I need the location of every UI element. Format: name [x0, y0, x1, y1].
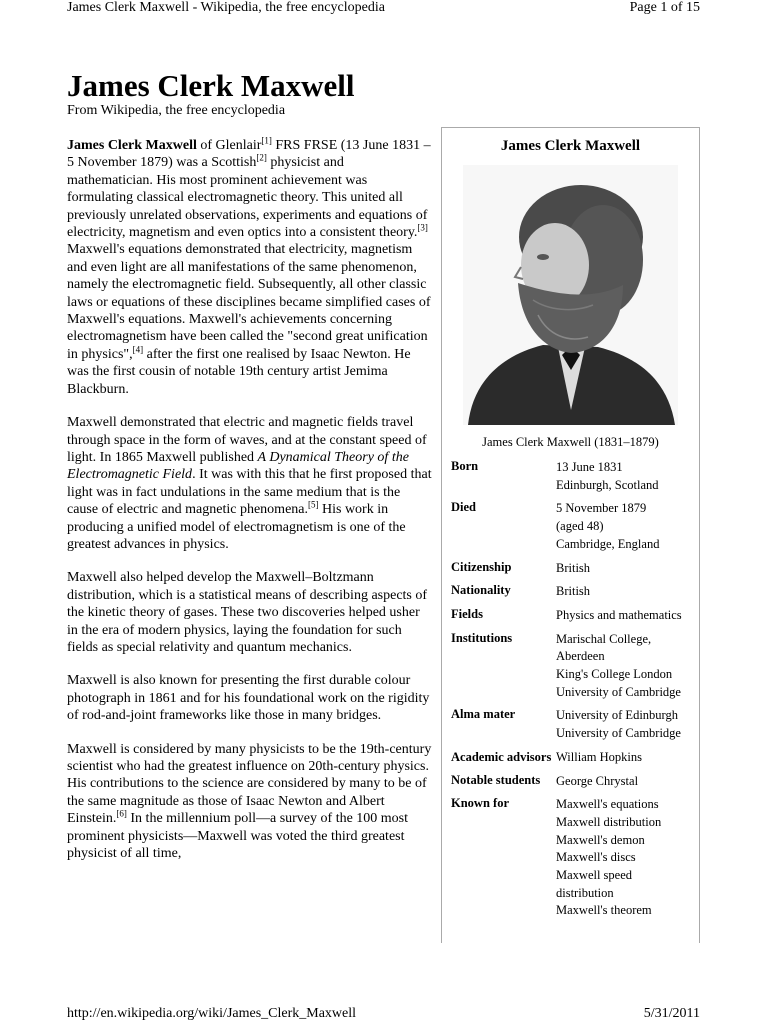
ref-link-1[interactable]: [1]: [261, 135, 272, 146]
infobox-value: [556, 707, 696, 748]
value-line-link[interactable]: King's College London: [556, 667, 673, 682]
article-subtitle: From Wikipedia, the free encyclopedia: [67, 103, 286, 118]
value-line-link[interactable]: Maxwell's demon: [556, 832, 645, 847]
infobox-value: [556, 796, 696, 926]
value-line-link[interactable]: British: [556, 584, 591, 599]
infobox-label: Alma mater: [451, 707, 516, 722]
value-line-link[interactable]: Edinburgh, Scotland: [556, 477, 659, 492]
ref-link-2[interactable]: [2]: [256, 152, 267, 163]
infobox-value: [556, 773, 696, 797]
portrait-caption: James Clerk Maxwell (1831–1879): [482, 435, 659, 449]
infobox-row-fields: [451, 607, 696, 631]
text-run: physicist and mathematician. His most prominent achievement was formulating classical electromagnetic theory. This united all previously unrelated observations, experiments and equations of electricity, magnetism and even optics into a consistent theory.: [67, 155, 428, 241]
value-line-link[interactable]: Physics and mathematics: [556, 607, 682, 622]
infobox-table: [451, 459, 696, 926]
value-line: 13 June 1831: [556, 460, 623, 474]
ref-link-5[interactable]: [5]: [308, 499, 319, 510]
infobox-value: [556, 560, 696, 584]
text-run: His work in producing a unified model of electromagnetism is one of the greatest advances in physics.: [67, 502, 406, 552]
infobox-value: [556, 607, 696, 631]
text-run: . It was with this that he first proposed that light was in fact undulations in the same medium that is the cause of electric and magnetic phenomena.: [67, 467, 432, 518]
infobox-row-alma-mater: [451, 707, 696, 748]
subject-name: James Clerk Maxwell: [67, 138, 197, 153]
infobox-label: Citizenship: [451, 559, 512, 574]
value-line-link[interactable]: George Chrystal: [556, 773, 639, 788]
value-line: 5 November 1879: [556, 501, 647, 516]
value-line-link[interactable]: Maxwell's theorem: [556, 903, 652, 918]
value-line-link[interactable]: Maxwell's equations: [556, 797, 659, 812]
infobox-label: Notable students: [451, 772, 541, 787]
paragraph-intro: [67, 137, 432, 398]
infobox-label: Institutions: [451, 630, 513, 645]
article-body: [67, 137, 432, 878]
print-header-title: James Clerk Maxwell - Wikipedia, the free encyclopedia: [67, 0, 385, 15]
article-title: James Clerk Maxwell: [67, 68, 355, 103]
infobox-label: Fields: [451, 606, 483, 621]
value-line-link[interactable]: William Hopkins: [556, 749, 642, 764]
infobox-value: [556, 749, 696, 773]
infobox-row-citizenship: [451, 560, 696, 584]
infobox-row-nationality: [451, 583, 696, 607]
infobox-value: [556, 583, 696, 607]
text-run: FRS FRSE (13 June 1831 – 5 November 1879) was a Scottish: [67, 138, 431, 171]
value-line-link[interactable]: Maxwell distribution: [556, 814, 662, 829]
value-line: (aged 48): [556, 519, 604, 534]
value-line-link[interactable]: University of Cambridge: [556, 684, 681, 699]
text-run: In the millennium poll—a survey of the 100 most prominent physicists—Maxwell was voted the third greatest physicist of all time,: [67, 811, 409, 862]
infobox-value: [556, 500, 696, 559]
infobox-row-died: [451, 500, 696, 559]
infobox-value: [556, 631, 696, 708]
portrait-image[interactable]: [463, 165, 678, 425]
text-run: of Glenlair: [196, 138, 262, 153]
infobox-row-notable-students: [451, 773, 696, 797]
infobox-label: Known for: [451, 796, 509, 811]
infobox-label: Died: [451, 500, 476, 515]
infobox-label: Born: [451, 459, 479, 473]
infobox-value: [556, 459, 696, 500]
infobox-row-known-for: [451, 796, 696, 926]
value-line-link[interactable]: British: [556, 560, 591, 575]
text-run: Maxwell demonstrated that electric and magnetic fields travel through space in the form of waves, and at the constant speed of light. In 1865 Maxwell published: [67, 415, 427, 465]
ref-link-6[interactable]: [6]: [116, 808, 127, 819]
value-line-link[interactable]: Aberdeen: [556, 649, 605, 664]
infobox-row-institutions: [451, 631, 696, 708]
infobox-label: Academic advisors: [451, 749, 552, 764]
value-line-link[interactable]: Cambridge, England: [556, 536, 660, 551]
paragraph-boltzmann: Maxwell also helped develop the Maxwell–Boltzmann distribution, which is a statistical means of describing aspects of the kinetic theory of gases. These two discoveries helped usher in the era of modern physics, laying the foundation for such fields as special relativity and quantum mechanics.: [67, 570, 428, 655]
value-line-link[interactable]: Marischal College,: [556, 631, 652, 646]
paragraph-electromagnetic-waves: [67, 414, 432, 553]
ref-link-4[interactable]: [4]: [132, 344, 144, 355]
infobox-row-academic-advisors: [451, 749, 696, 773]
value-line-link[interactable]: University of Edinburgh: [556, 708, 678, 723]
text-run: Maxwell's equations demonstrated that electricity, magnetism and even light are all manifestations of the same phenomenon, namely the electromagnetic field. Subsequently, all other classic laws or equations of these disciplines became simplified cases of Maxwell's equations. Maxwell's achievements concerning electromagnetism have been called the "second great unification in physics",: [67, 242, 431, 362]
text-run: Maxwell is considered by many physicists to be the 19th-century scientist who had the greatest influence on 20th-century physics. His contributions to the science are considered by many to be of the same magnitude as those of Isaac Newton and Albert Einstein.: [67, 741, 432, 827]
paragraph-photograph: Maxwell is also known for presenting the first durable colour photograph in 1861 and for his foundational work on the rigidity of rod-and-joint frameworks like those in many bridges.: [67, 673, 430, 724]
print-footer-url: http://en.wikipedia.org/wiki/James_Clerk_Maxwell: [67, 1006, 357, 1021]
value-line-link[interactable]: Maxwell speed: [556, 868, 633, 883]
infobox-label: Nationality: [451, 583, 511, 598]
publication-title: A Dynamical Theory of the Electromagnetic Field: [67, 449, 409, 483]
ref-link-3[interactable]: [3]: [417, 222, 428, 233]
paragraph-influence: [67, 741, 432, 863]
value-line-link[interactable]: University of Cambridge: [556, 726, 681, 741]
infobox-title: James Clerk Maxwell: [500, 138, 641, 154]
print-footer-date: 5/31/2011: [643, 1006, 700, 1021]
print-header-page: Page 1 of 15: [629, 0, 700, 15]
infobox: [441, 127, 700, 943]
infobox-row-born: [451, 459, 696, 500]
text-run: after the first one realised by Isaac Newton. He was the first cousin of notable 19th century artist Jemima Blackburn.: [67, 346, 411, 397]
value-line-link[interactable]: Maxwell's discs: [556, 850, 636, 865]
value-line-link[interactable]: distribution: [556, 885, 614, 900]
